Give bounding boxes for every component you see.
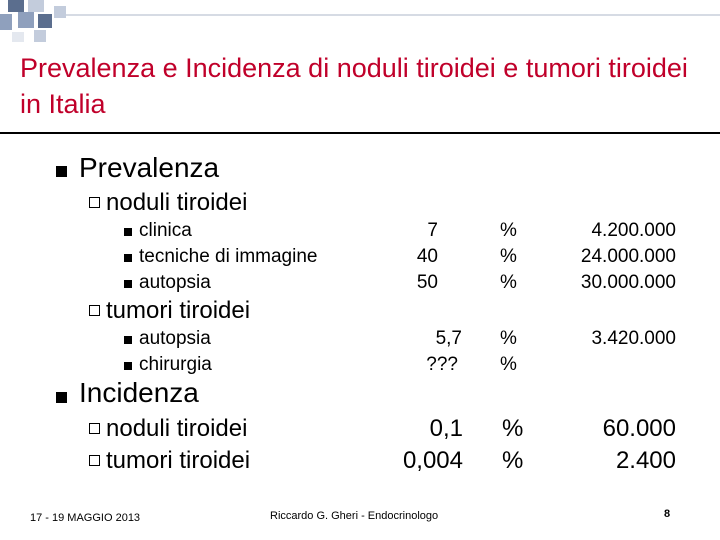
- page-number: 8: [664, 508, 671, 520]
- bullet-square-icon: [124, 280, 132, 288]
- hollow-square-icon: [89, 305, 100, 316]
- row-unit: %: [500, 354, 517, 375]
- title-divider: [0, 132, 720, 134]
- row-percentage: 40: [416, 246, 438, 267]
- footer-date: 17 - 19 MAGGIO 2013: [30, 512, 141, 524]
- bullet-square-icon: [56, 166, 67, 177]
- bullet-square-icon: [124, 254, 132, 262]
- row-label: autopsia: [139, 272, 211, 293]
- row-unit: %: [500, 220, 517, 241]
- subsection-noduli: noduli tiroidei: [106, 189, 248, 216]
- row-percentage: 50: [416, 272, 438, 293]
- corner-square: [54, 6, 66, 18]
- row-unit: %: [500, 246, 517, 267]
- bullet-square-icon: [124, 362, 132, 370]
- corner-square: [28, 0, 44, 12]
- corner-square: [18, 12, 34, 28]
- row-percentage: ???: [426, 354, 458, 375]
- corner-square: [38, 14, 52, 28]
- row-percentage: 7: [427, 220, 438, 241]
- row-percentage: 5,7: [435, 328, 462, 349]
- row-label: tecniche di immagine: [139, 246, 318, 267]
- row-unit: %: [500, 272, 517, 293]
- row-label: tumori tiroidei: [106, 447, 251, 474]
- hollow-square-icon: [89, 423, 100, 434]
- corner-square: [0, 14, 12, 30]
- corner-square: [12, 32, 24, 42]
- corner-square: [34, 30, 46, 42]
- row-count: 2.400: [615, 447, 676, 474]
- bullet-square-icon: [124, 336, 132, 344]
- row-label: noduli tiroidei: [106, 415, 248, 442]
- row-count: 4.200.000: [591, 220, 676, 241]
- slide-title: Prevalenza e Incidenza di noduli tiroidei e tumori tiroidei in Italia: [20, 53, 688, 119]
- row-count: 30.000.000: [580, 272, 676, 293]
- footer-author: Riccardo G. Gheri - Endocrinologo: [270, 510, 439, 522]
- row-unit: %: [502, 415, 524, 442]
- section-prevalenza: Prevalenza: [79, 152, 220, 183]
- row-unit: %: [502, 447, 524, 474]
- row-count: 3.420.000: [591, 328, 676, 349]
- row-label: clinica: [139, 220, 192, 241]
- row-label: chirurgia: [139, 354, 212, 375]
- row-label: autopsia: [139, 328, 211, 349]
- hollow-square-icon: [89, 197, 100, 208]
- corner-square: [66, 14, 720, 16]
- row-count: 60.000: [602, 415, 676, 442]
- row-percentage: 0,004: [402, 447, 463, 474]
- section-incidenza: Incidenza: [79, 377, 199, 408]
- subsection-tumori: tumori tiroidei: [106, 297, 251, 324]
- hollow-square-icon: [89, 455, 100, 466]
- bullet-square-icon: [56, 392, 67, 403]
- row-percentage: 0,1: [429, 415, 463, 442]
- corner-square: [8, 0, 24, 12]
- row-count: 24.000.000: [580, 246, 676, 267]
- row-unit: %: [500, 328, 517, 349]
- bullet-square-icon: [124, 228, 132, 236]
